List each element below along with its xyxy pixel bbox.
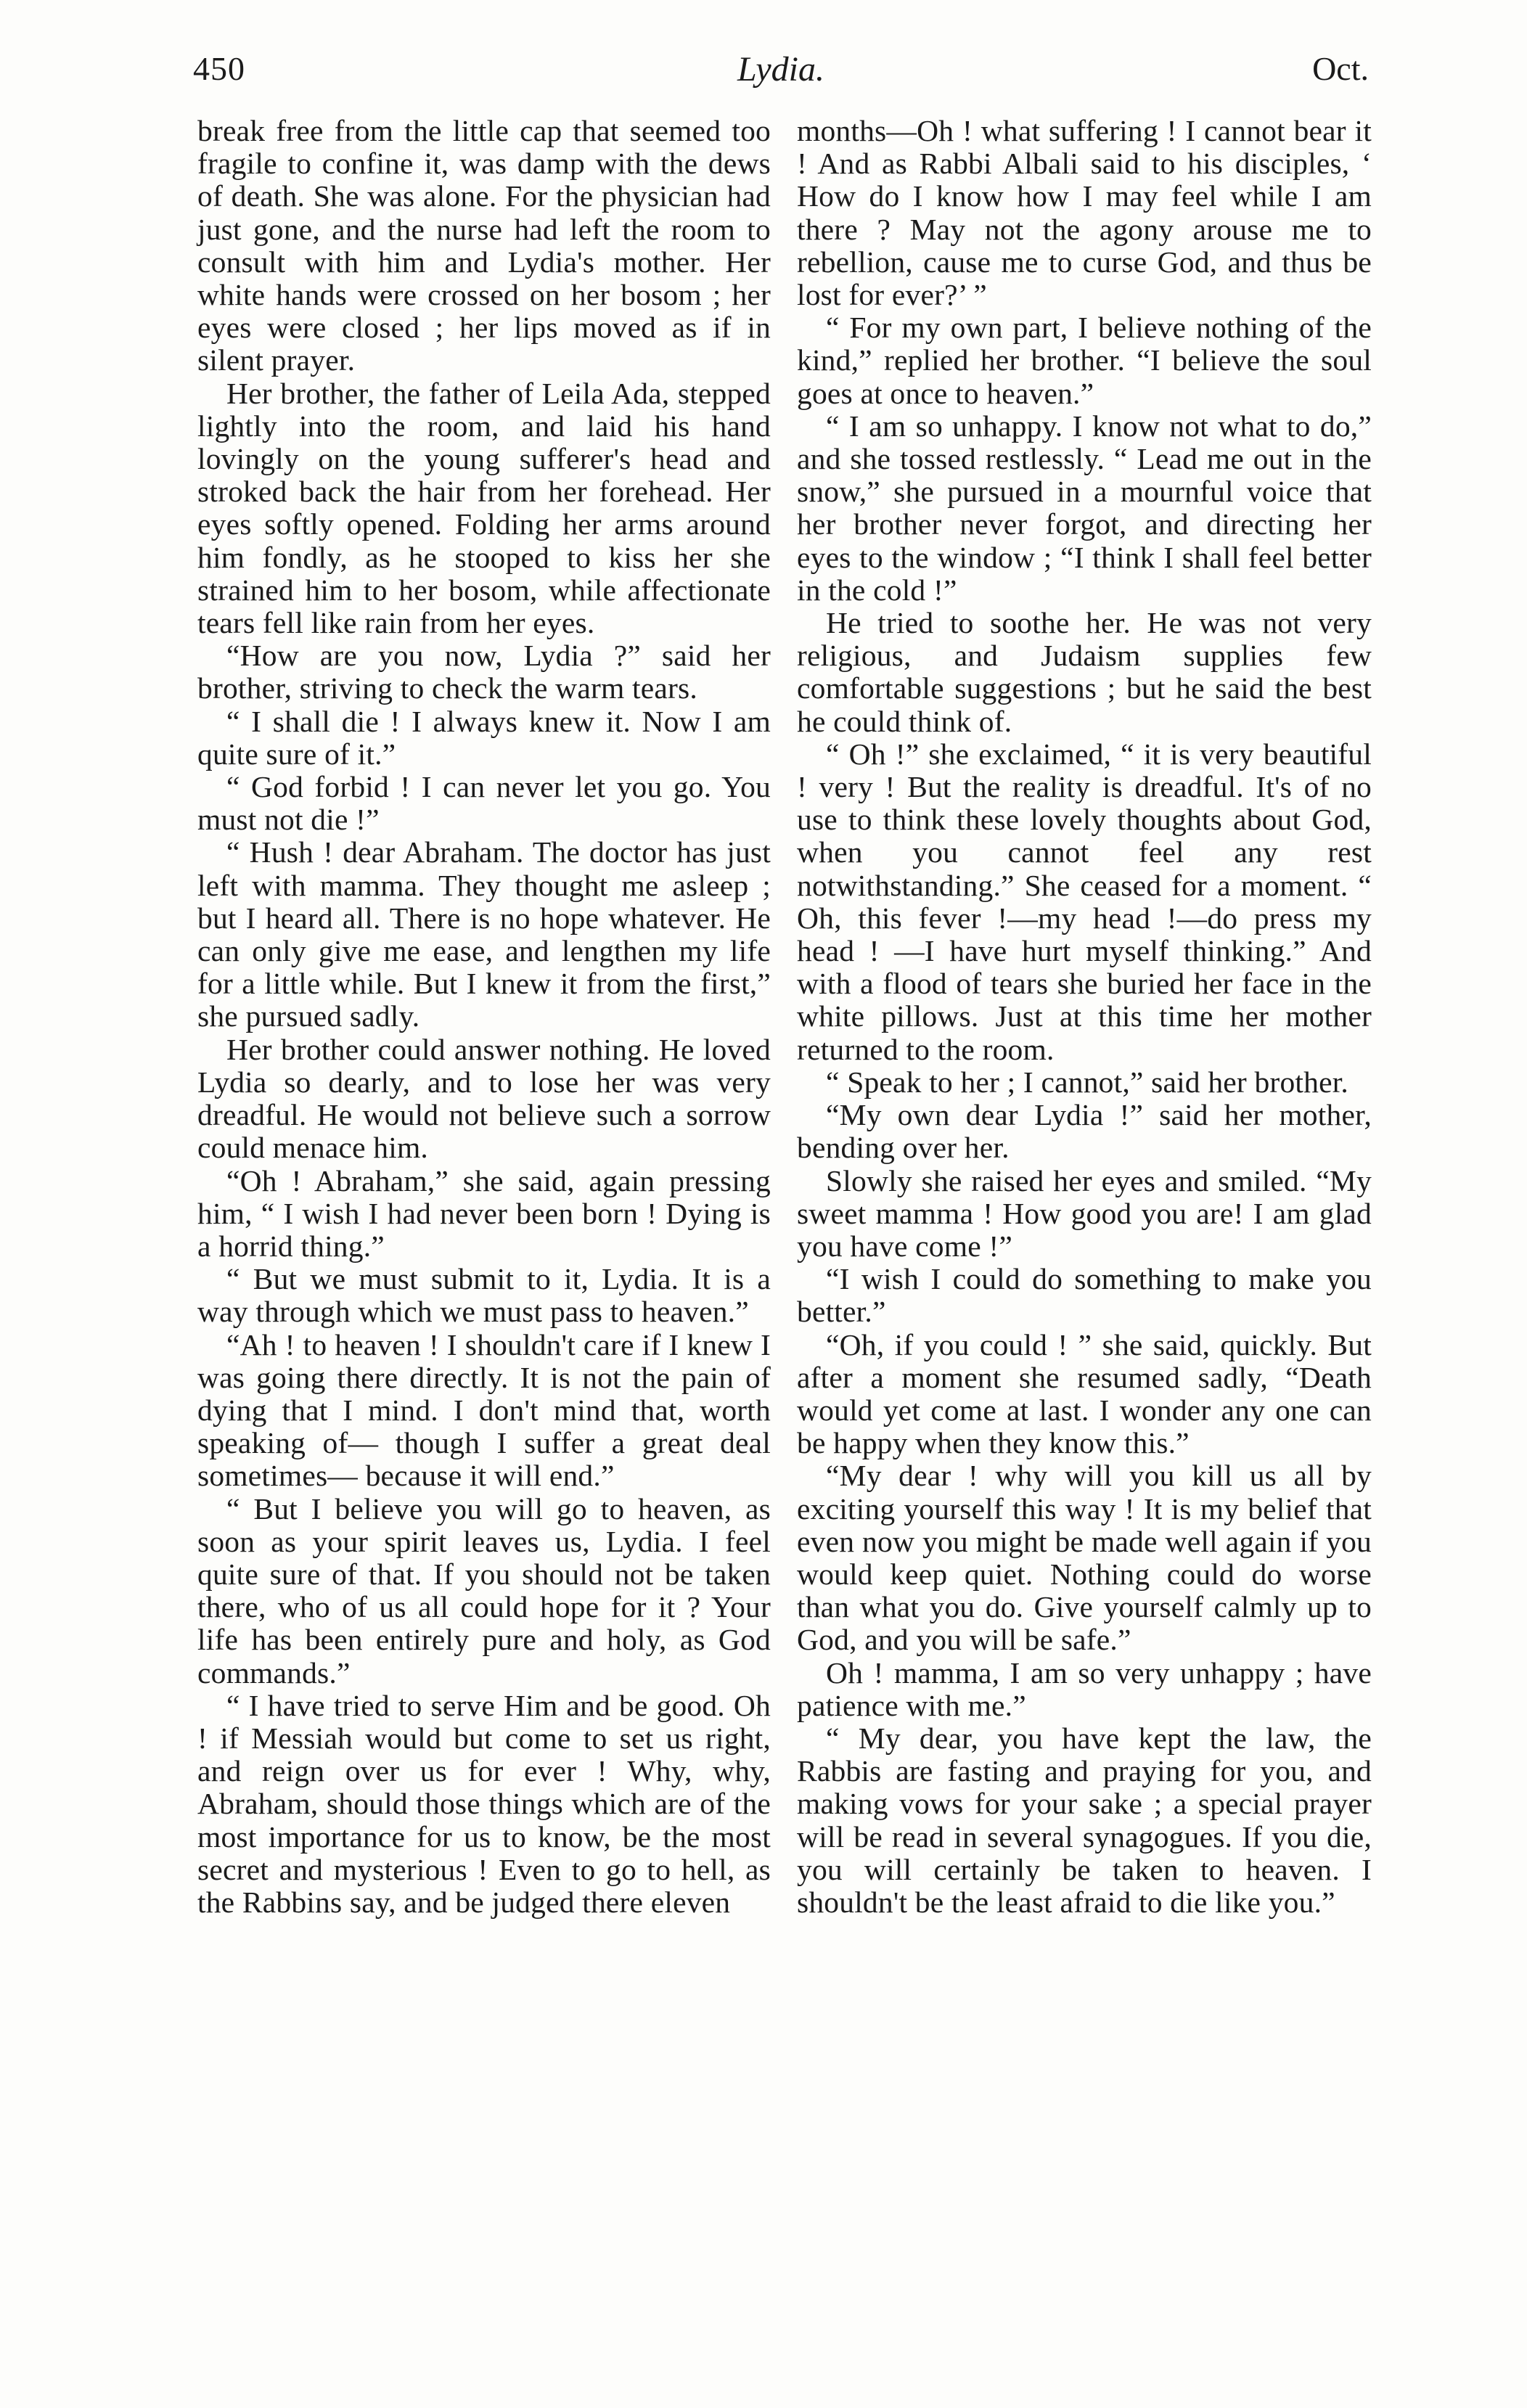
paragraph: “ But we must submit to it, Lydia. It is a way through which we must pass to heaven.”: [197, 1262, 771, 1329]
paragraph: Her brother, the father of Leila Ada, stepped lightly into the room, and laid his hand lovingly on the young sufferer's head and stroked back the hair from her forehead. Her eyes softly opened. Folding her arms around him fondly, as he stooped to kiss her she strained him to her bosom, while affectionate tears fell like rain from her eyes.: [197, 376, 771, 640]
paragraph: “ I have tried to serve Him and be good. Oh ! if Messiah would but come to set us right, and reign over us for ever ! Why, why, Abraham, should those things which are of the most importance for us to know, be the most secret and mysterious ! Even to go to hell, as the Rabbins say, and be judged there eleven: [197, 1688, 771, 1919]
paragraph: “How are you now, Lydia ?” said her brother, striving to check the warm tears.: [197, 639, 771, 705]
left-column: [197, 115, 771, 1919]
paragraph: He tried to soothe her. He was not very religious, and Judaism supplies few comfortable suggestions ; but he said the best he could think of.: [797, 606, 1372, 738]
paragraph: “I wish I could do something to make you better.”: [797, 1262, 1372, 1329]
paragraph: “ Speak to her ; I cannot,” said her brother.: [826, 1065, 1349, 1099]
issue-month: Oct.: [1312, 50, 1369, 87]
paragraph: “ I shall die ! I always knew it. Now I am quite sure of it.”: [197, 704, 771, 771]
paragraph: “Oh, if you could ! ” she said, quickly. But after a moment she resumed sadly, “Death would yet come at last. I wonder any one can be happy when they know this.”: [797, 1327, 1372, 1460]
paragraph: “ My dear, you have kept the law, the Rabbis are fasting and praying for you, and making vows for your sake ; a special prayer will be read in several synagogues. If you die, you will certainly be taken to heaven. I shouldn't be the least afraid to die like you.”: [797, 1721, 1372, 1919]
paragraph: “Oh ! Abraham,” she said, again pressing him, “ I wish I had never been born ! Dying is a horrid thing.”: [197, 1163, 771, 1263]
page-header: [193, 49, 1369, 107]
paragraph: “Ah ! to heaven ! I shouldn't care if I knew I was going there directly. It is not the pain of dying that I mind. I don't mind that, worth speaking of— though I suffer a great deal sometimes— because it will end.”: [197, 1327, 771, 1493]
page-number: 450: [193, 50, 245, 87]
paragraph: “ God forbid ! I can never let you go. You must not die !”: [197, 770, 771, 837]
paragraph: “ For my own part, I believe nothing of the kind,” replied her brother. “I believe the soul goes at once to heaven.”: [797, 311, 1372, 410]
paragraph: “ But I believe you will go to heaven, as soon as your spirit leaves us, Lydia. I feel quite sure of that. If you should not be taken there, who of us all could hope for it ? Your life has been entirely pure and holy, as God commands.”: [197, 1491, 771, 1690]
paragraph: “ Oh !” she exclaimed, “ it is very beautiful ! very ! But the reality is dreadful. It's of no use to think these lovely thoughts about God, when you cannot feel any rest notwithstanding.” She ceased for a moment. “ Oh, this fever !—my head !—do press my head ! —I have hurt myself thinking.” And with a flood of tears she buried her face in the white pillows. Just at this time her mother returned to the room.: [797, 737, 1372, 1066]
paragraph: “ I am so unhappy. I know not what to do,” and she tossed restlessly. “ Lead me out in the snow,” she pursued in a mournful voice that her brother never forgot, and directing her eyes to the window ; “I think I shall feel better in the cold !”: [797, 409, 1372, 607]
paragraph: Her brother could answer nothing. He loved Lydia so dearly, and to lose her was very dreadful. He would not believe such a sorrow could menace him.: [197, 1032, 771, 1165]
paragraph: “My dear ! why will you kill us all by exciting yourself this way ! It is my belief that even now you might be made well again if you would keep quiet. Nothing could do worse than what you do. Give yourself calmly up to God, and you will be safe.”: [797, 1459, 1372, 1657]
right-column: [797, 115, 1372, 1919]
paragraph: break free from the little cap that seemed too fragile to confine it, was damp with the dews of death. She was alone. For the physician had just gone, and the nurse had left the room to consult with him and Lydia's mother. Her white hands were crossed on her bosom ; her eyes were closed ; her lips moved as if in silent prayer.: [197, 114, 771, 377]
paragraph: Oh ! mamma, I am so very unhappy ; have patience with me.”: [797, 1655, 1372, 1722]
paragraph: “My own dear Lydia !” said her mother, bending over her.: [797, 1098, 1372, 1165]
paragraph: months—Oh ! what suffering ! I cannot bear it ! And as Rabbi Albali said to his disciples, ‘ How do I know how I may feel while I am there ? May not the agony arouse me to rebellion, cause me to curse God, and thus be lost for ever?’ ”: [797, 114, 1372, 312]
running-title: Lydia.: [737, 50, 824, 89]
paragraph: Slowly she raised her eyes and smiled. “My sweet mamma ! How good you are! I am glad you have come !”: [797, 1163, 1372, 1263]
paragraph: “ Hush ! dear Abraham. The doctor has just left with mamma. They thought me asleep ; but I heard all. There is no hope whatever. He can only give me ease, and lengthen my life for a little while. But I knew it from the first,” she pursued sadly.: [197, 835, 771, 1033]
